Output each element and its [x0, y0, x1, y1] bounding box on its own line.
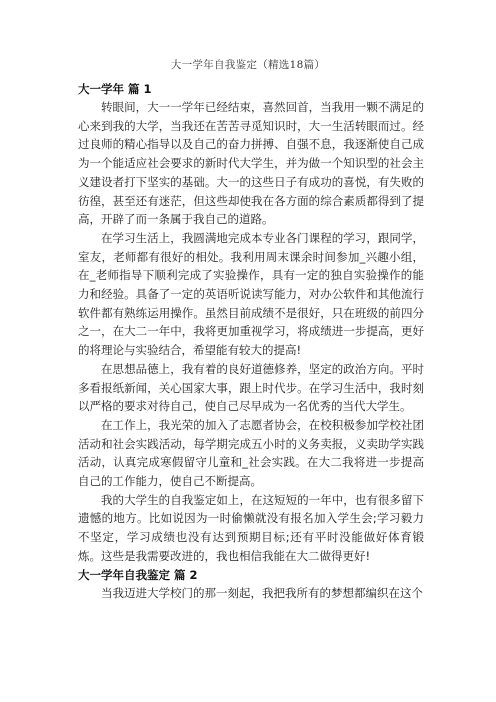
section-1 [78, 80, 424, 566]
section-heading: 大一学年自我鉴定 篇 2 [78, 567, 198, 582]
paragraph: 我的大学生的自我鉴定如上，在这短短的一年中，也有很多留下遗憾的地方。比如说因为一时偷懒就没有报名加入学生会;学习毅力不坚定，学习成绩也没有达到预期目标;还有平时没能做好体育锻炼。这些是我需要改进的，我也相信我能在大二做得更好! [78, 492, 424, 563]
paragraph: 在学习生活上，我圆满地完成本专业各门课程的学习，跟同学，室友，老师都有很好的相处。我利用周末课余时间参加_兴趣小组，在_老师指导下顺利完成了实验操作，具有一定的独自实验操作的能力和经验。具备了一定的英语听说读写能力，对办公软件和其他流行软件都有熟练运用操作。虽然目前成绩不是很好，只在班级的前四分之一，在大二一年中，我将更加重视学习，将成绩进一步提高，更好的将理论与实验结合，希望能有较大的提高! [78, 230, 424, 358]
document-title: 大一学年自我鉴定（精选18篇） [170, 59, 326, 71]
paragraph: 当我迈进大学校门的那一刻起，我把我所有的梦想都编织在这个 [101, 585, 423, 600]
document-body [78, 80, 424, 602]
paragraph: 转眼间，大一一学年已经结束，喜然回首，当我用一颗不满足的心来到我的大学，当我还在苦苦寻觅知识时，大一生活转眼而过。经过良师的精心指导以及自己的奋力拼搏、自强不息，我逐渐使自己成为一个能适应社会要求的新时代大学生，并为做一个知识型的社会主义建设者打下坚实的基础。大一的这些日子有成功的喜悦，有失败的彷徨，甚至还有迷茫，但这些却使我在各方面的综合素质都得到了提高，开辟了而一条属于我自己的道路。 [78, 100, 424, 227]
section-heading: 大一学年 篇 1 [78, 82, 152, 96]
section-2 [78, 566, 424, 603]
paragraph: 在工作上，我光荣的加入了志愿者协会，在校积极参加学校社团活动和社会实践活动，每学期完成五小时的义务卖报，义卖助学实践活动，认真完成寒假留守儿童和_社会实践。在大二我将进一步提高自己的工作能力，使自己不断提高。 [78, 417, 424, 489]
paragraph: 在思想品德上，我有着的良好道德修养，坚定的政治方向。平时多看报纸新闻，关心国家大事，跟上时代步。在学习生活中，我时刻以严格的要求对待自己，使自己尽早成为一名优秀的当代大学生。 [78, 361, 424, 414]
